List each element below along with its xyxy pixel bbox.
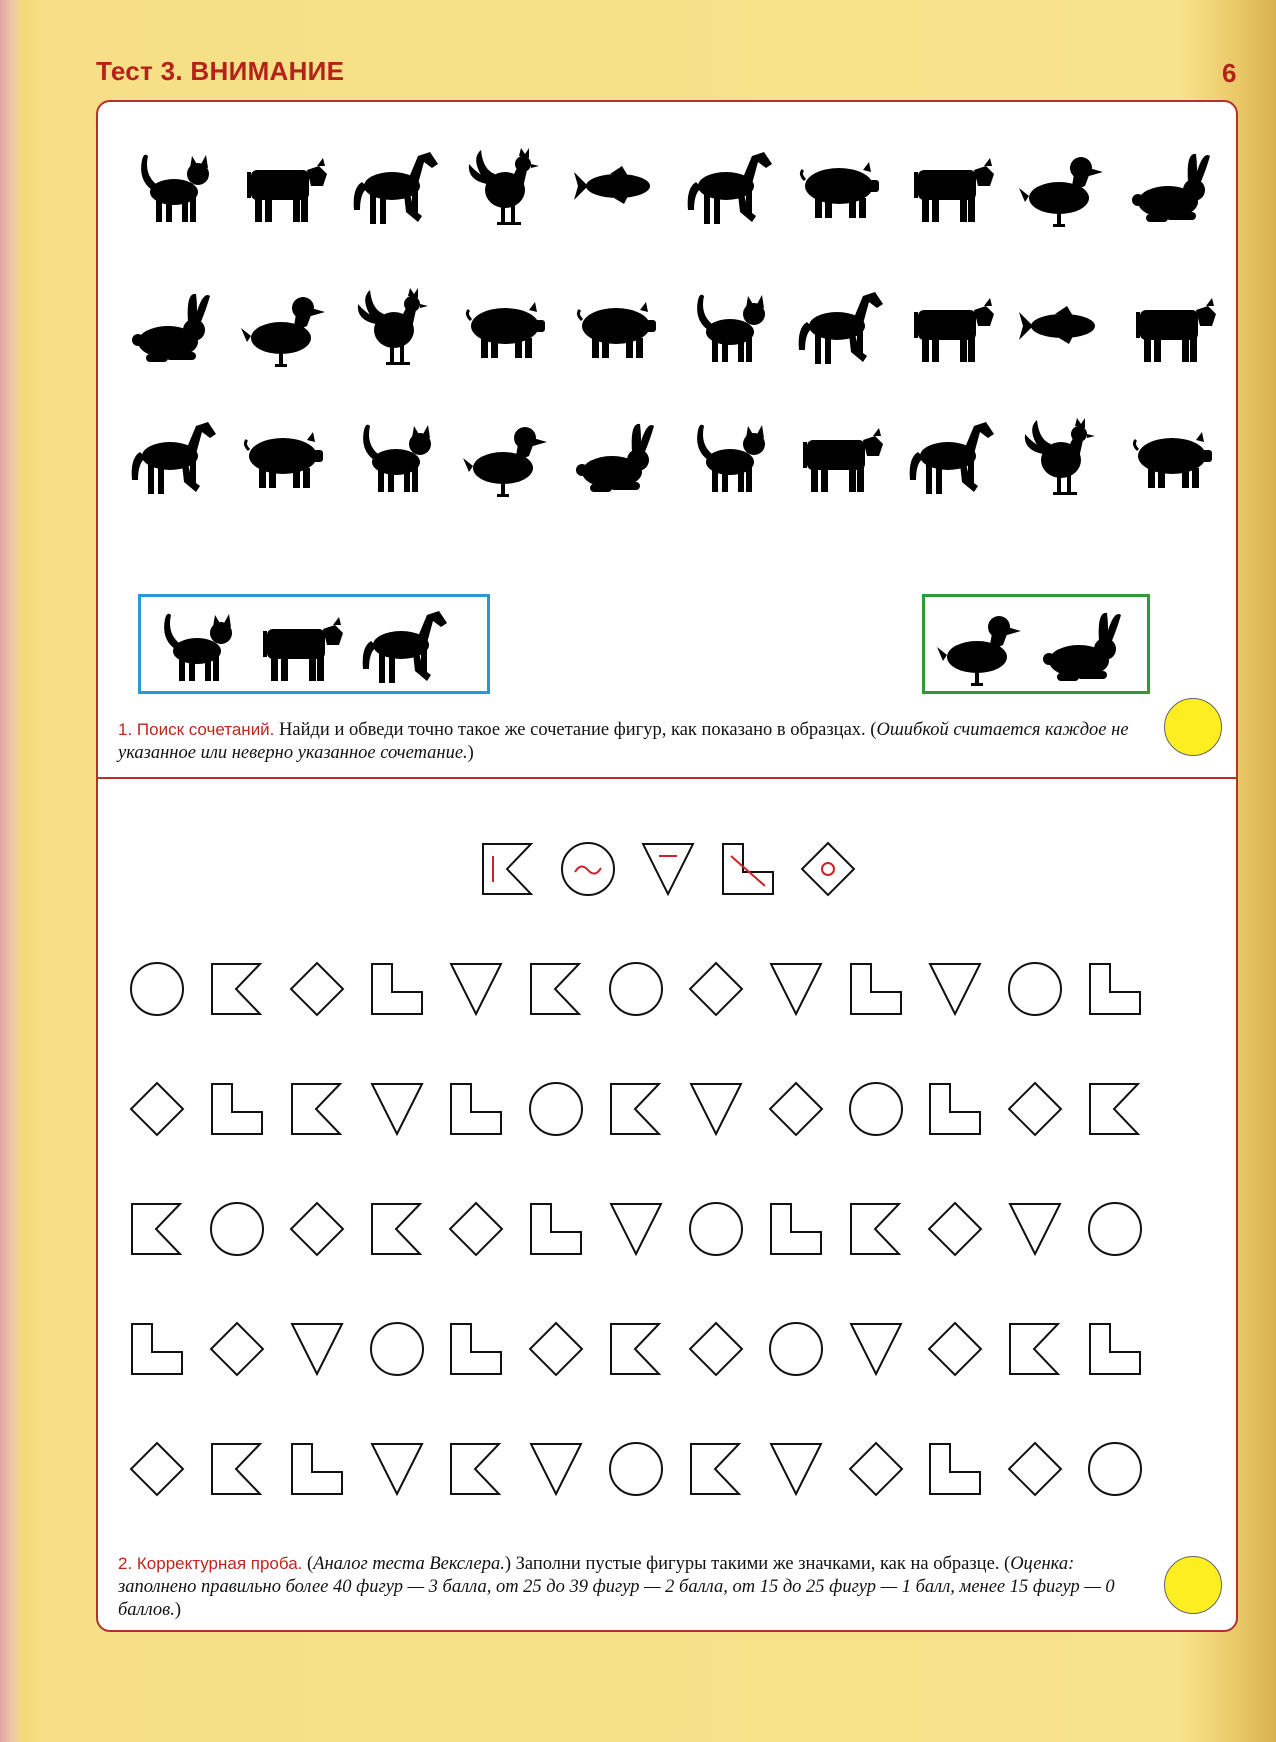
pig-icon[interactable] [1126,410,1216,500]
l-shape[interactable] [441,1314,511,1384]
diamond-shape[interactable] [122,1434,192,1504]
triangle-shape[interactable] [761,1434,831,1504]
k-shape[interactable] [362,1194,432,1264]
animal-row-2 [126,280,1216,370]
l-shape[interactable] [920,1074,990,1144]
circle-shape[interactable] [521,1074,591,1144]
worksheet-frame [96,100,1238,1632]
k-shape[interactable] [282,1074,352,1144]
rooster-icon[interactable] [459,140,549,230]
triangle-shape[interactable] [362,1074,432,1144]
sample-l-shape [713,834,783,904]
k-shape[interactable] [202,954,272,1024]
task-2-scoring: Оценка: заполнено правильно более 40 фигур — 3 балла, от 25 до 39 фигур — 2 балла, от 15 до 25 фигур — 1 балл, менее 15 фигур — 0 баллов. [118,1554,1115,1620]
cat-icon[interactable] [348,410,438,500]
task-1-text: Найди и обведи точно такое же сочетание фигур, как показано в образцах. ( [274,720,877,740]
pig-icon[interactable] [237,410,327,500]
circle-shape[interactable] [122,954,192,1024]
task-2-text: ) Заполни пустые фигуры такими же значками, как на образце. ( [504,1554,1011,1574]
shape-row-5 [122,1434,1212,1504]
horse-icon[interactable] [348,140,438,230]
cow-icon[interactable] [1126,280,1216,370]
horse-icon[interactable] [904,410,994,500]
horse-icon[interactable] [126,410,216,500]
task-2-source: Аналог теста Векслера. [313,1554,505,1574]
circle-shape[interactable] [1080,1434,1150,1504]
l-shape[interactable] [920,1434,990,1504]
k-shape[interactable] [202,1434,272,1504]
rooster-icon[interactable] [1015,410,1105,500]
cow-icon[interactable] [904,140,994,230]
cow-icon [253,599,343,689]
diamond-shape[interactable] [202,1314,272,1384]
score-circle-2[interactable] [1164,1556,1222,1614]
cat-icon[interactable] [682,280,772,370]
triangle-shape[interactable] [920,954,990,1024]
diamond-shape[interactable] [681,1314,751,1384]
diamond-shape[interactable] [1000,1074,1070,1144]
diamond-shape[interactable] [920,1314,990,1384]
horse-icon[interactable] [682,140,772,230]
sample-circle-shape [553,834,623,904]
circle-shape[interactable] [761,1314,831,1384]
cat-icon[interactable] [126,140,216,230]
sample-shape-row [473,834,893,904]
fish-icon[interactable] [1015,280,1105,370]
rabbit-icon[interactable] [126,280,216,370]
circle-shape[interactable] [362,1314,432,1384]
triangle-shape[interactable] [761,954,831,1024]
rabbit-icon[interactable] [570,410,660,500]
pig-icon[interactable] [459,280,549,370]
sample-combination-blue [138,594,490,694]
duck-icon[interactable] [459,410,549,500]
task-2-title: 2. Корректурная проба. [118,1554,303,1573]
diamond-shape[interactable] [1000,1434,1070,1504]
k-shape[interactable] [1000,1314,1070,1384]
k-shape[interactable] [841,1194,911,1264]
sample-diamond-shape [793,834,863,904]
task-1-close: ) [467,743,474,763]
diamond-shape[interactable] [841,1434,911,1504]
cat-icon[interactable] [682,410,772,500]
duck-icon[interactable] [237,280,327,370]
diamond-shape[interactable] [282,1194,352,1264]
cow-icon[interactable] [237,140,327,230]
l-shape[interactable] [282,1434,352,1504]
circle-shape[interactable] [601,1434,671,1504]
cow-icon[interactable] [904,280,994,370]
task-1-note: Ошибкой считается каждое не указанное или неверно указанное сочетание. [118,720,1129,763]
l-shape[interactable] [122,1314,192,1384]
task-1-title: 1. Поиск сочетаний. [118,720,275,739]
diamond-shape[interactable] [122,1074,192,1144]
diamond-shape[interactable] [521,1314,591,1384]
diamond-shape[interactable] [441,1194,511,1264]
diamond-shape[interactable] [282,954,352,1024]
task-2-instructions [118,1552,1148,1622]
k-shape[interactable] [122,1194,192,1264]
section-divider [98,777,1236,779]
shape-row-2 [122,1074,1212,1144]
fish-icon[interactable] [570,140,660,230]
rabbit-icon[interactable] [1126,140,1216,230]
triangle-shape[interactable] [681,1074,751,1144]
l-shape[interactable] [1080,954,1150,1024]
task-2-open: ( [302,1554,314,1574]
sample-combination-green [922,594,1150,694]
circle-shape[interactable] [1000,954,1070,1024]
k-shape[interactable] [601,1314,671,1384]
circle-shape[interactable] [202,1194,272,1264]
diamond-shape[interactable] [681,954,751,1024]
cat-icon [149,599,239,689]
animal-row-1 [126,140,1216,230]
shape-row-3 [122,1194,1212,1264]
cow-icon[interactable] [793,410,883,500]
l-shape[interactable] [521,1194,591,1264]
l-shape[interactable] [362,954,432,1024]
l-shape[interactable] [202,1074,272,1144]
page-edge [0,0,22,1742]
task-2-close: ) [174,1600,181,1620]
l-shape[interactable] [1080,1314,1150,1384]
shape-row-1 [122,954,1212,1024]
triangle-shape[interactable] [1000,1194,1070,1264]
diamond-shape[interactable] [920,1194,990,1264]
sample-k-shape [473,834,543,904]
k-shape[interactable] [521,954,591,1024]
task-1-instructions [118,718,1148,765]
duck-icon [933,599,1023,689]
circle-shape[interactable] [841,1074,911,1144]
k-shape[interactable] [1080,1074,1150,1144]
rooster-icon[interactable] [348,280,438,370]
horse-icon[interactable] [793,280,883,370]
circle-shape[interactable] [601,954,671,1024]
triangle-shape[interactable] [282,1314,352,1384]
triangle-shape[interactable] [841,1314,911,1384]
rabbit-icon [1037,599,1127,689]
k-shape[interactable] [681,1434,751,1504]
k-shape[interactable] [441,1434,511,1504]
triangle-shape[interactable] [362,1434,432,1504]
score-circle-1[interactable] [1164,698,1222,756]
l-shape[interactable] [441,1074,511,1144]
page-number: 6 [1222,58,1237,88]
pig-icon[interactable] [570,280,660,370]
horse-icon [357,599,447,689]
triangle-shape[interactable] [601,1194,671,1264]
circle-shape[interactable] [1080,1194,1150,1264]
k-shape[interactable] [601,1074,671,1144]
pig-icon[interactable] [793,140,883,230]
page-title: Тест 3. ВНИМАНИЕ [96,56,345,86]
l-shape[interactable] [841,954,911,1024]
circle-shape[interactable] [681,1194,751,1264]
triangle-shape[interactable] [441,954,511,1024]
duck-icon[interactable] [1015,140,1105,230]
diamond-shape[interactable] [761,1074,831,1144]
shape-row-4 [122,1314,1212,1384]
triangle-shape[interactable] [521,1434,591,1504]
sample-triangle-shape [633,834,703,904]
animal-row-3 [126,410,1216,500]
l-shape[interactable] [761,1194,831,1264]
